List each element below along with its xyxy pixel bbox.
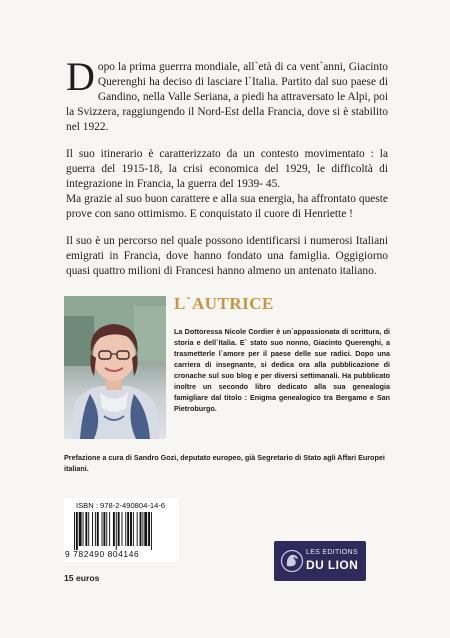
synopsis-paragraph-2b: Ma grazie al suo buon carattere e alla sua energia, ha affrontato queste prove con sano ottimismo. E conquistato il cuore di Henriette ! xyxy=(66,193,388,220)
lion-icon xyxy=(280,548,304,574)
drop-cap: D xyxy=(66,54,95,99)
publisher-name-line1: LES EDITIONS xyxy=(306,549,358,556)
synopsis-paragraph-1-text: opo la prima guerrra mondiale, all`età di ca vent`anni, Giacinto Querenghi ha deciso di lasciare l`Italia. Partito dal suo paese di Gandino, nella Valle Seriana, a piedi ha attraversato le Alpi, poi la Svizzera, raggiungendo il Nord-Est della Francia, dove si è stabilito nel 1922. xyxy=(66,61,388,133)
publisher-name-line2: DU LION xyxy=(306,558,359,572)
isbn-barcode xyxy=(64,498,179,562)
author-portrait-illustration xyxy=(64,296,166,439)
barcode-digits: 9 782490 804146 xyxy=(65,549,140,559)
isbn-label: ISBN : 978-2-490804-14-6 xyxy=(76,501,166,510)
author-bio: La Dottoressa Nicole Cordier è un`appassionata di scrittura, di storia e dell`Italia. E` stato suo nonno, Giacinto Querenghi, a trasmetterle l`amore per il paese delle sue radici. Dopo una carriera di insegnante, si dedica ora alla pubblicazione di cronache sul suo blog e per diversi settimanali. Ha pubblicato inoltre un secondo libro dedicato alla sua genealogia famigliare dal titolo : Enigma genealogico tra Bergamo e San Pietroburgo. xyxy=(174,327,390,413)
synopsis-paragraph-2: Il suo itinerario è caratterizzato da un contesto movimentato : la guerra del 1915-18, la crisi economica del 1929, le difficoltà di integrazione in Francia, la guerra del 1939- 45. xyxy=(66,148,388,190)
synopsis xyxy=(66,54,388,291)
author-photo xyxy=(64,296,166,439)
publisher-logo xyxy=(274,541,366,581)
barcode-bars xyxy=(72,512,175,550)
price: 15 euros xyxy=(64,573,100,583)
preface-credit: Prefazione a cura di Sandro Gozi, deputato europeo, già Segretario di Stato agli Affari Europei italiani. xyxy=(64,453,385,473)
author-heading: L`AUTRICE xyxy=(174,294,274,313)
synopsis-paragraph-1 xyxy=(66,54,388,135)
synopsis-paragraph-3: Il suo è un percorso nel quale possono identificarsi i numerosi Italiani emigrati in Francia, dove hanno fondato una famiglia. Oggigiorno quasi quattro milioni di Francesi hanno almeno un antenato italiano. xyxy=(66,235,388,277)
